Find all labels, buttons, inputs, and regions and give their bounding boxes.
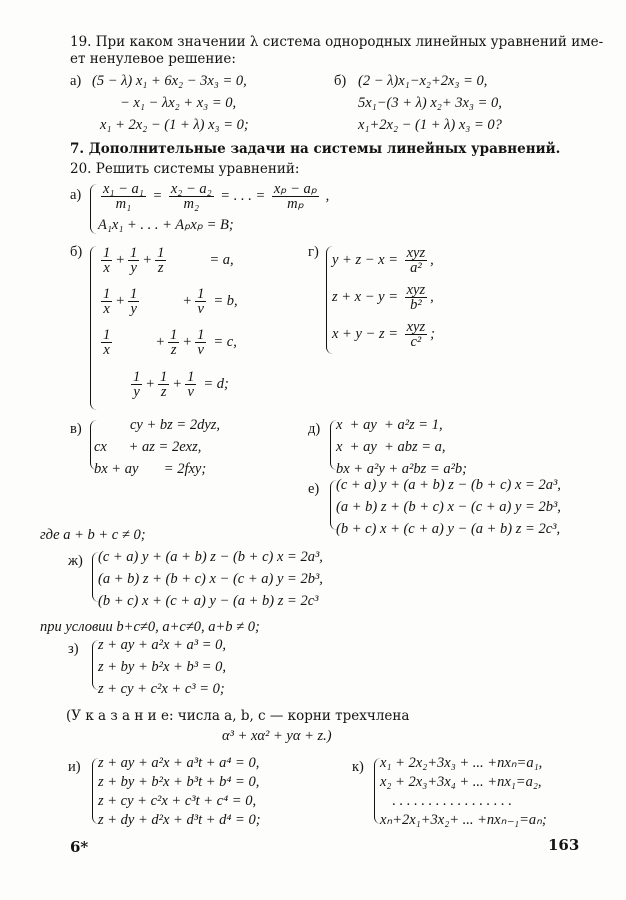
numerator: xyz xyxy=(406,245,426,261)
equation-row: bx + a²y + a²bz = a²b; xyxy=(336,461,467,477)
problem-20a-row2: A₁x₁ + . . . + Aₚxₚ = B; xyxy=(98,217,234,233)
problem-20g-row1 xyxy=(332,246,434,275)
comma: , xyxy=(430,251,434,268)
problem-20b-label: б) xyxy=(70,244,83,260)
equation-row: x₁+2x₂ − (1 + λ) x₃ = 0? xyxy=(358,117,502,133)
right-side: = b, xyxy=(213,292,238,309)
numerator: 1 xyxy=(130,286,138,302)
problem-19a-label: а) xyxy=(70,73,82,89)
equation-row: bx + ay = 2fxy; xyxy=(94,461,207,477)
numerator: 1 xyxy=(197,286,205,302)
plus-sign: + xyxy=(115,292,126,309)
equation-row: (5 − λ) x₁ + 6x₂ − 3x₃ = 0, xyxy=(92,73,247,89)
right-side: = c, xyxy=(213,333,237,350)
fraction xyxy=(169,182,214,211)
numerator: 1 xyxy=(187,369,195,385)
right-side: = d; xyxy=(203,375,229,392)
problem-20g-row3 xyxy=(332,320,435,349)
denominator: b² xyxy=(410,297,422,313)
numerator: 1 xyxy=(103,286,111,302)
equation-row: (2 − λ)x₁−x₂+2x₃ = 0, xyxy=(358,73,488,89)
problem-20b-row4 xyxy=(128,370,229,399)
numerator: 1 xyxy=(160,369,168,385)
problem-20d-label: д) xyxy=(308,421,321,437)
problem-20z-label: з) xyxy=(68,641,79,657)
plus-sign: + xyxy=(145,375,156,392)
numerator: x₁ − a₁ xyxy=(103,181,144,197)
numerator: 1 xyxy=(103,245,111,261)
denominator: x xyxy=(103,301,110,317)
equation-row: (c + a) y + (a + b) z − (b + c) x = 2a³, xyxy=(336,477,561,493)
problem-19b-system xyxy=(358,70,502,136)
denominator: y xyxy=(133,384,140,400)
comma: , xyxy=(325,187,330,204)
plus-sign: + xyxy=(115,251,126,268)
problem-20i-system xyxy=(98,754,261,830)
equation-row: z + cy + c²x + c³t + c⁴ = 0, xyxy=(98,793,257,809)
equation-row: x₂ + 2x₃+3x₄ + ... +nx₁=a₂, xyxy=(380,774,542,790)
denominator: x xyxy=(103,342,110,358)
problem-19-text-line1: 19. При каком значении λ система однородных линейных уравнений име- xyxy=(70,34,604,50)
ellipsis-equals: = . . . = xyxy=(220,187,266,204)
problem-20e-system xyxy=(336,474,561,540)
numerator: 1 xyxy=(133,369,141,385)
hint-line1: (У к а з а н и е: числа a, b, c — корни трехчлена xyxy=(66,708,410,724)
equation-row: (c + a) y + (a + b) z − (b + c) x = 2a³, xyxy=(98,549,323,565)
denominator: z xyxy=(160,384,167,400)
denominator: z xyxy=(170,342,177,358)
system-brace xyxy=(90,184,97,234)
numerator: xyz xyxy=(406,319,426,335)
plus-sign: + xyxy=(182,292,193,309)
denominator: c² xyxy=(410,334,422,350)
problem-20g-row2 xyxy=(332,283,434,312)
numerator: 1 xyxy=(197,327,205,343)
denominator: x xyxy=(103,260,110,276)
section-heading: 7. Дополнительные задачи на системы линейных уравнений. xyxy=(70,141,561,157)
problem-19a-system xyxy=(92,70,249,136)
equation-row: cx + az = 2exz, xyxy=(94,439,202,455)
comma: , xyxy=(430,288,434,305)
equation-row: xₙ+2x₁+3x₂+ ... +nxₙ₋₁=aₙ; xyxy=(380,812,547,828)
numerator: 1 xyxy=(170,327,178,343)
equals-sign: = xyxy=(152,187,163,204)
condition-where: где a + b + c ≠ 0; xyxy=(40,527,146,543)
problem-19b-label: б) xyxy=(334,73,347,89)
numerator: 1 xyxy=(103,327,111,343)
equation-row: (b + c) x + (c + a) y − (a + b) z = 2c³ xyxy=(98,593,319,609)
problem-20v-label: в) xyxy=(70,421,82,437)
denominator: v xyxy=(197,342,204,358)
problem-20k-system xyxy=(380,754,547,830)
plus-sign: + xyxy=(155,333,166,350)
numerator: xₚ − aₚ xyxy=(273,181,318,197)
problem-20a-row1 xyxy=(98,182,329,211)
denominator: mₚ xyxy=(287,196,304,212)
equation-row: (a + b) z + (b + c) x − (c + a) y = 2b³, xyxy=(336,499,561,515)
plus-sign: + xyxy=(172,375,183,392)
problem-20z-system xyxy=(98,634,226,700)
equation-row: 5x₁−(3 + λ) x₂+ 3x₃ = 0, xyxy=(358,95,502,111)
left-side: z + x − y = xyxy=(332,288,398,305)
system-brace xyxy=(90,246,97,410)
problem-20g-label: г) xyxy=(308,244,319,260)
denominator: z xyxy=(157,260,164,276)
hint-line2: α³ + xα² + yα + z.) xyxy=(222,728,332,744)
equation-row: z + ay + a²x + a³t + a⁴ = 0, xyxy=(98,755,260,771)
equation-row: z + by + b²x + b³ = 0, xyxy=(98,659,226,675)
equation-row: z + by + b²x + b³t + b⁴ = 0, xyxy=(98,774,260,790)
equation-row: x₁ + 2x₂+3x₃ + ... +nxₙ=a₁, xyxy=(380,755,543,771)
problem-20zh-label: ж) xyxy=(68,553,83,569)
problem-20b-row2 xyxy=(98,287,238,316)
numerator: 1 xyxy=(130,245,138,261)
problem-20a-label: а) xyxy=(70,187,82,203)
signature-mark: 6* xyxy=(70,838,89,856)
left-side: x + y − z = xyxy=(332,325,398,342)
problem-19-text-line2: ет ненулевое решение: xyxy=(70,51,236,67)
problem-20k-label: к) xyxy=(352,759,364,775)
fraction xyxy=(101,182,146,211)
page-number: 163 xyxy=(548,836,580,854)
problem-20b-row1 xyxy=(98,246,234,275)
numerator: xyz xyxy=(406,282,426,298)
denominator: y xyxy=(130,301,137,317)
fraction xyxy=(272,182,319,211)
equation-row: x + ay + abz = a, xyxy=(336,439,446,455)
denominator: y xyxy=(130,260,137,276)
denominator: v xyxy=(197,301,204,317)
equation-row: x + ay + a²z = 1, xyxy=(336,417,443,433)
problem-20v-system xyxy=(94,414,220,480)
right-side: = a, xyxy=(209,251,234,268)
equation-row: z + dy + d²x + d³t + d⁴ = 0; xyxy=(98,812,261,828)
left-side: y + z − x = xyxy=(332,251,398,268)
equation-row: z + cy + c²x + c³ = 0; xyxy=(98,681,225,697)
numerator: 1 xyxy=(157,245,165,261)
equation-row: (a + b) z + (b + c) x − (c + a) y = 2b³, xyxy=(98,571,323,587)
condition-note: при условии b+c≠0, a+c≠0, a+b ≠ 0; xyxy=(40,619,260,635)
problem-20b-row3 xyxy=(98,328,237,357)
problem-20zh-system xyxy=(98,546,323,612)
denominator: a² xyxy=(410,260,422,276)
numerator: x₂ − a₂ xyxy=(170,181,212,197)
problem-20i-label: и) xyxy=(68,759,81,775)
equation-row: − x₁ − λx₂ + x₃ = 0, xyxy=(120,95,237,111)
equation-row: x₁ + 2x₂ − (1 + λ) x₃ = 0; xyxy=(100,117,249,133)
denominator: m₂ xyxy=(183,196,200,212)
problem-20e-label: е) xyxy=(308,481,320,497)
ellipsis-row: . . . . . . . . . . . . . . . . . xyxy=(392,793,512,809)
problem-20d-system xyxy=(336,414,467,480)
plus-sign: + xyxy=(142,251,153,268)
denominator: m₁ xyxy=(115,196,132,212)
denominator: v xyxy=(187,384,194,400)
equation-row: z + ay + a²x + a³ = 0, xyxy=(98,637,226,653)
equation-row: cy + bz = 2dyz, xyxy=(130,417,221,433)
semicolon: ; xyxy=(430,325,435,342)
problem-20-heading: 20. Решить системы уравнений: xyxy=(70,161,300,177)
plus-sign: + xyxy=(182,333,193,350)
equation-row: (b + c) x + (c + a) y − (a + b) z = 2c³, xyxy=(336,521,561,537)
